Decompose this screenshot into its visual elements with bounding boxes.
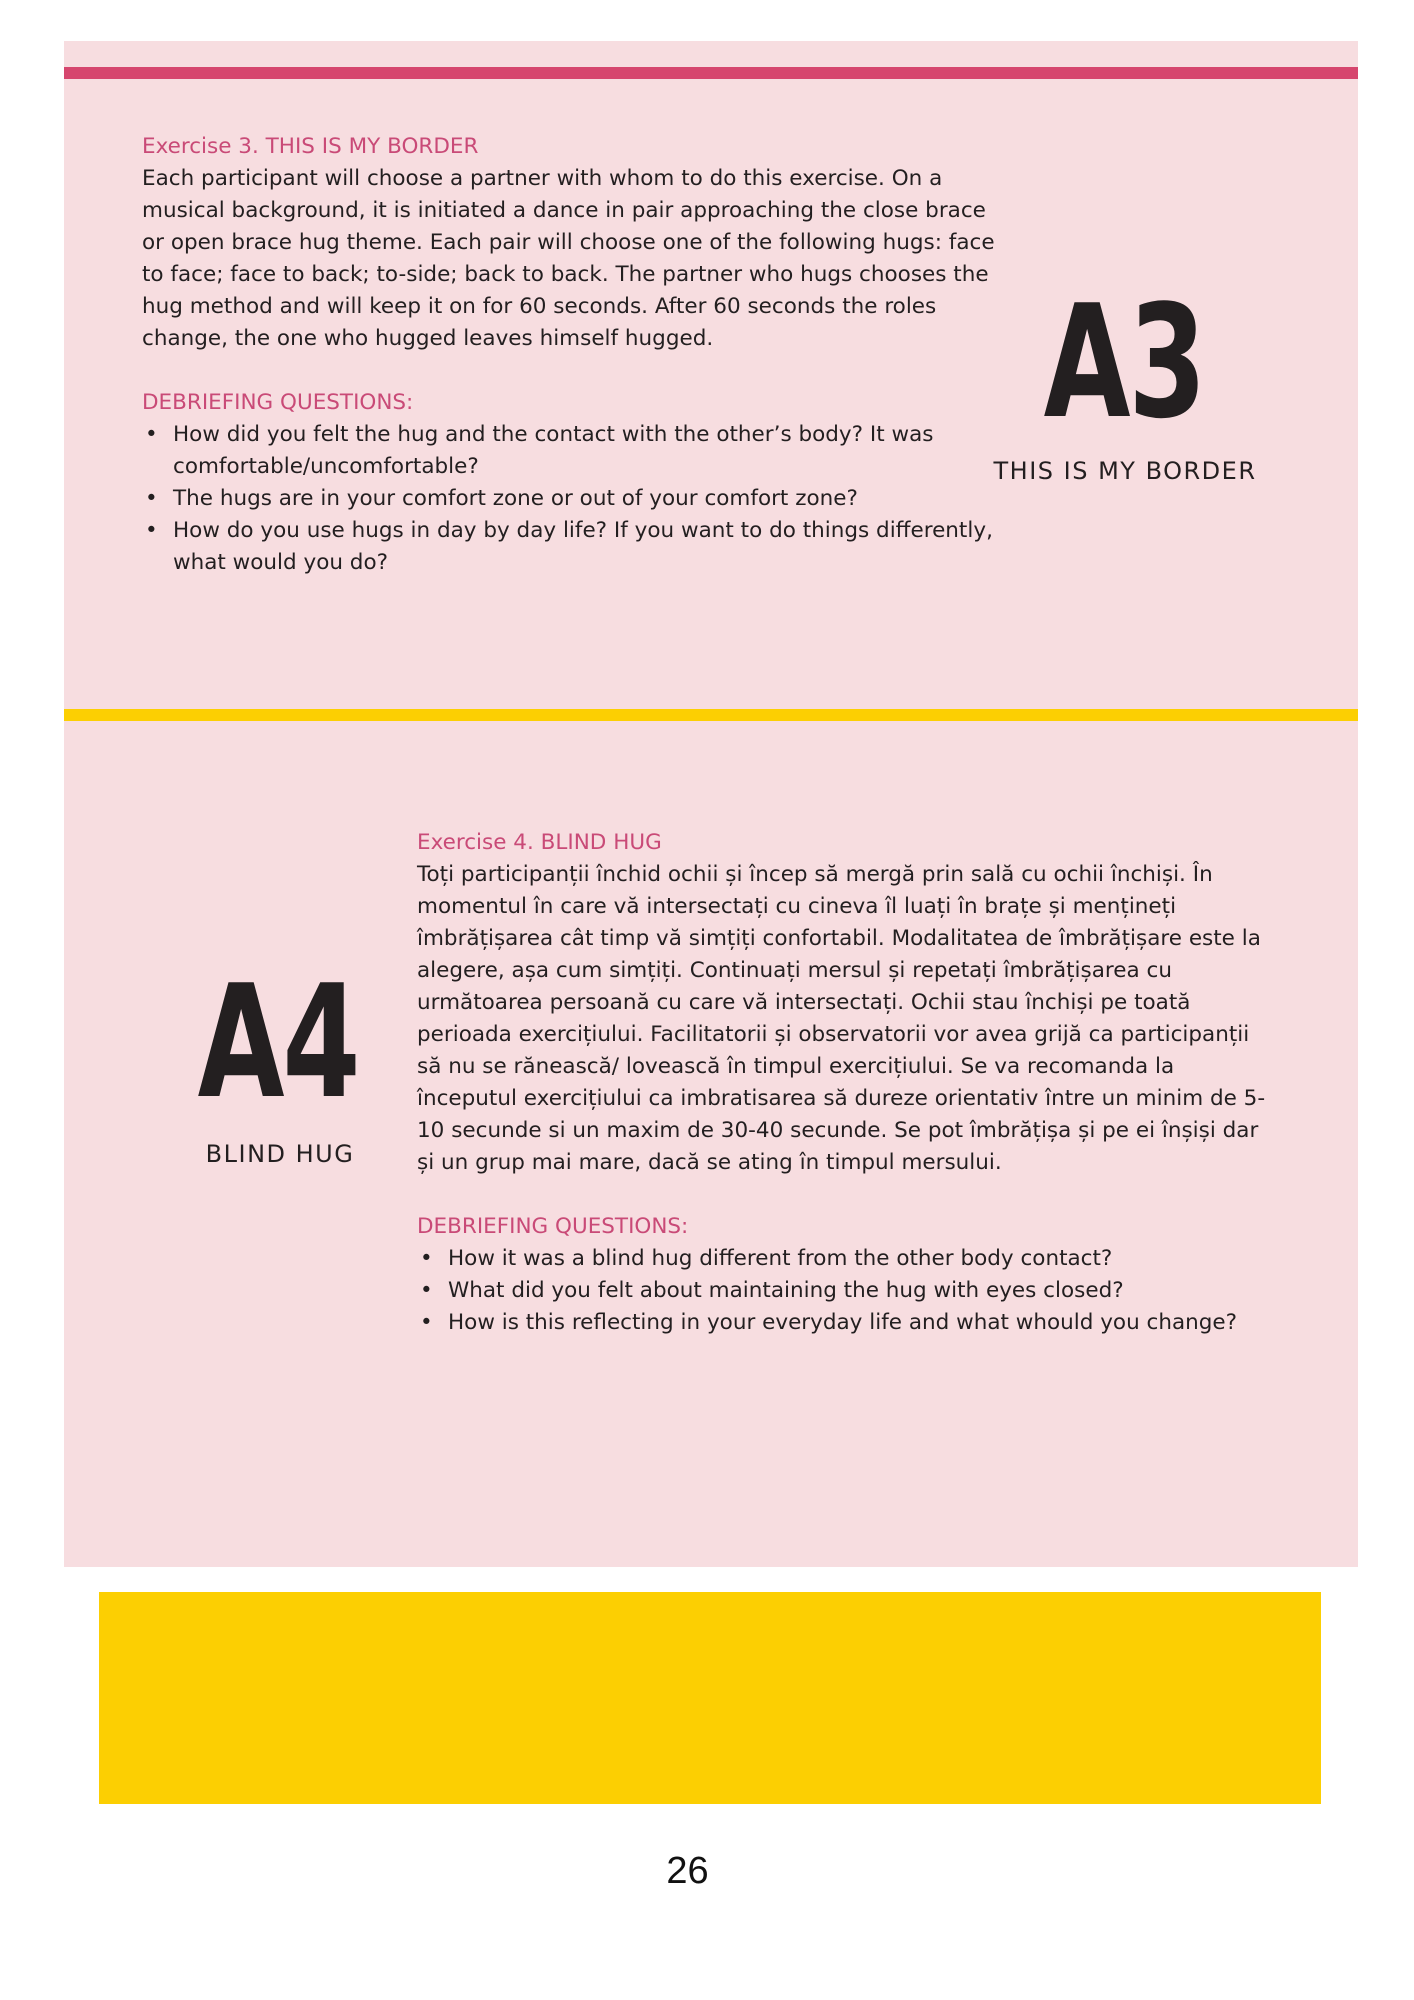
- exercise-a4-code: A4: [197, 951, 359, 1133]
- exercise-a3-code: A3: [1043, 271, 1205, 453]
- exercise-a4-title: Exercise 4. BLIND HUG: [417, 830, 662, 855]
- exercise-a3-code-title: THIS IS MY BORDER: [993, 457, 1257, 485]
- exercise-a4-code-title: BLIND HUG: [205, 1140, 355, 1168]
- pink-divider-stripe: [64, 67, 1358, 79]
- exercise-a4-question: • What did you felt about maintaining the hug with eyes closed?: [448, 1275, 1277, 1307]
- exercise-a3-text: [142, 131, 1007, 579]
- exercise-a4-debriefing-title: DEBRIEFING QUESTIONS:: [417, 1214, 689, 1239]
- exercise-a4-description: Toți participanții închid ochii și încep să mergă prin sală cu ochii închiși. În momentul în care vă intersectați cu cineva îl luați în brațe și mențineți îmbrățișarea cât timp vă simțiți confortabil. Modalitatea de îmbrățișare este la alegere, așa cum simțiți. Continuați mersul și repetați îmbrățișarea cu următoarea persoană cu care vă intersectați. Ochii stau închiși pe toată perioada exercițiului. Facilitatorii și observatorii vor avea grijă ca participanții să nu se rănească/ lovească în timpul exercițiului. Se va recomanda la începutul exercițiului ca imbratisarea să dureze orientativ între un minim de 5-10 secunde si un maxim de 30-40 secunde. Se pot îmbrățișa și pe ei înșiși dar și un grup mai mare, dacă se ating în timpul mersului.: [417, 862, 1266, 1175]
- exercise-a3-question: • The hugs are in your comfort zone or out of your comfort zone?: [173, 483, 1007, 515]
- exercise-a4-question: • How it was a blind hug different from the other body contact?: [448, 1243, 1277, 1275]
- exercise-a3-debriefing-title: DEBRIEFING QUESTIONS:: [142, 390, 414, 415]
- exercise-a4-question-list: [417, 1243, 1277, 1339]
- exercise-a3-description: Each participant will choose a partner with whom to do this exercise. On a musical background, it is initiated a dance in pair approaching the close brace or open brace hug theme. Each pair will choose one of the following hugs: face to face; face to back; to-side; back to back. The partner who hugs chooses the hug method and will keep it on for 60 seconds. After 60 seconds the roles change, the one who hugged leaves himself hugged.: [142, 166, 995, 351]
- yellow-footer-box: [99, 1592, 1321, 1804]
- exercise-a4-question: • How is this reflecting in your everyday life and what whould you change?: [448, 1307, 1277, 1339]
- exercise-a4-text: [417, 827, 1277, 1339]
- page-number: 26: [666, 1850, 709, 1892]
- exercise-a3-question-list: [142, 419, 1007, 579]
- exercise-a3-title: Exercise 3. THIS IS MY BORDER: [142, 134, 479, 159]
- exercise-a3-question: • How do you use hugs in day by day life? If you want to do things differently, what would you do?: [173, 515, 1007, 579]
- yellow-divider-stripe: [64, 709, 1358, 721]
- exercise-a3-question: • How did you felt the hug and the contact with the other’s body? It was comfortable/uncomfortable?: [173, 419, 1007, 483]
